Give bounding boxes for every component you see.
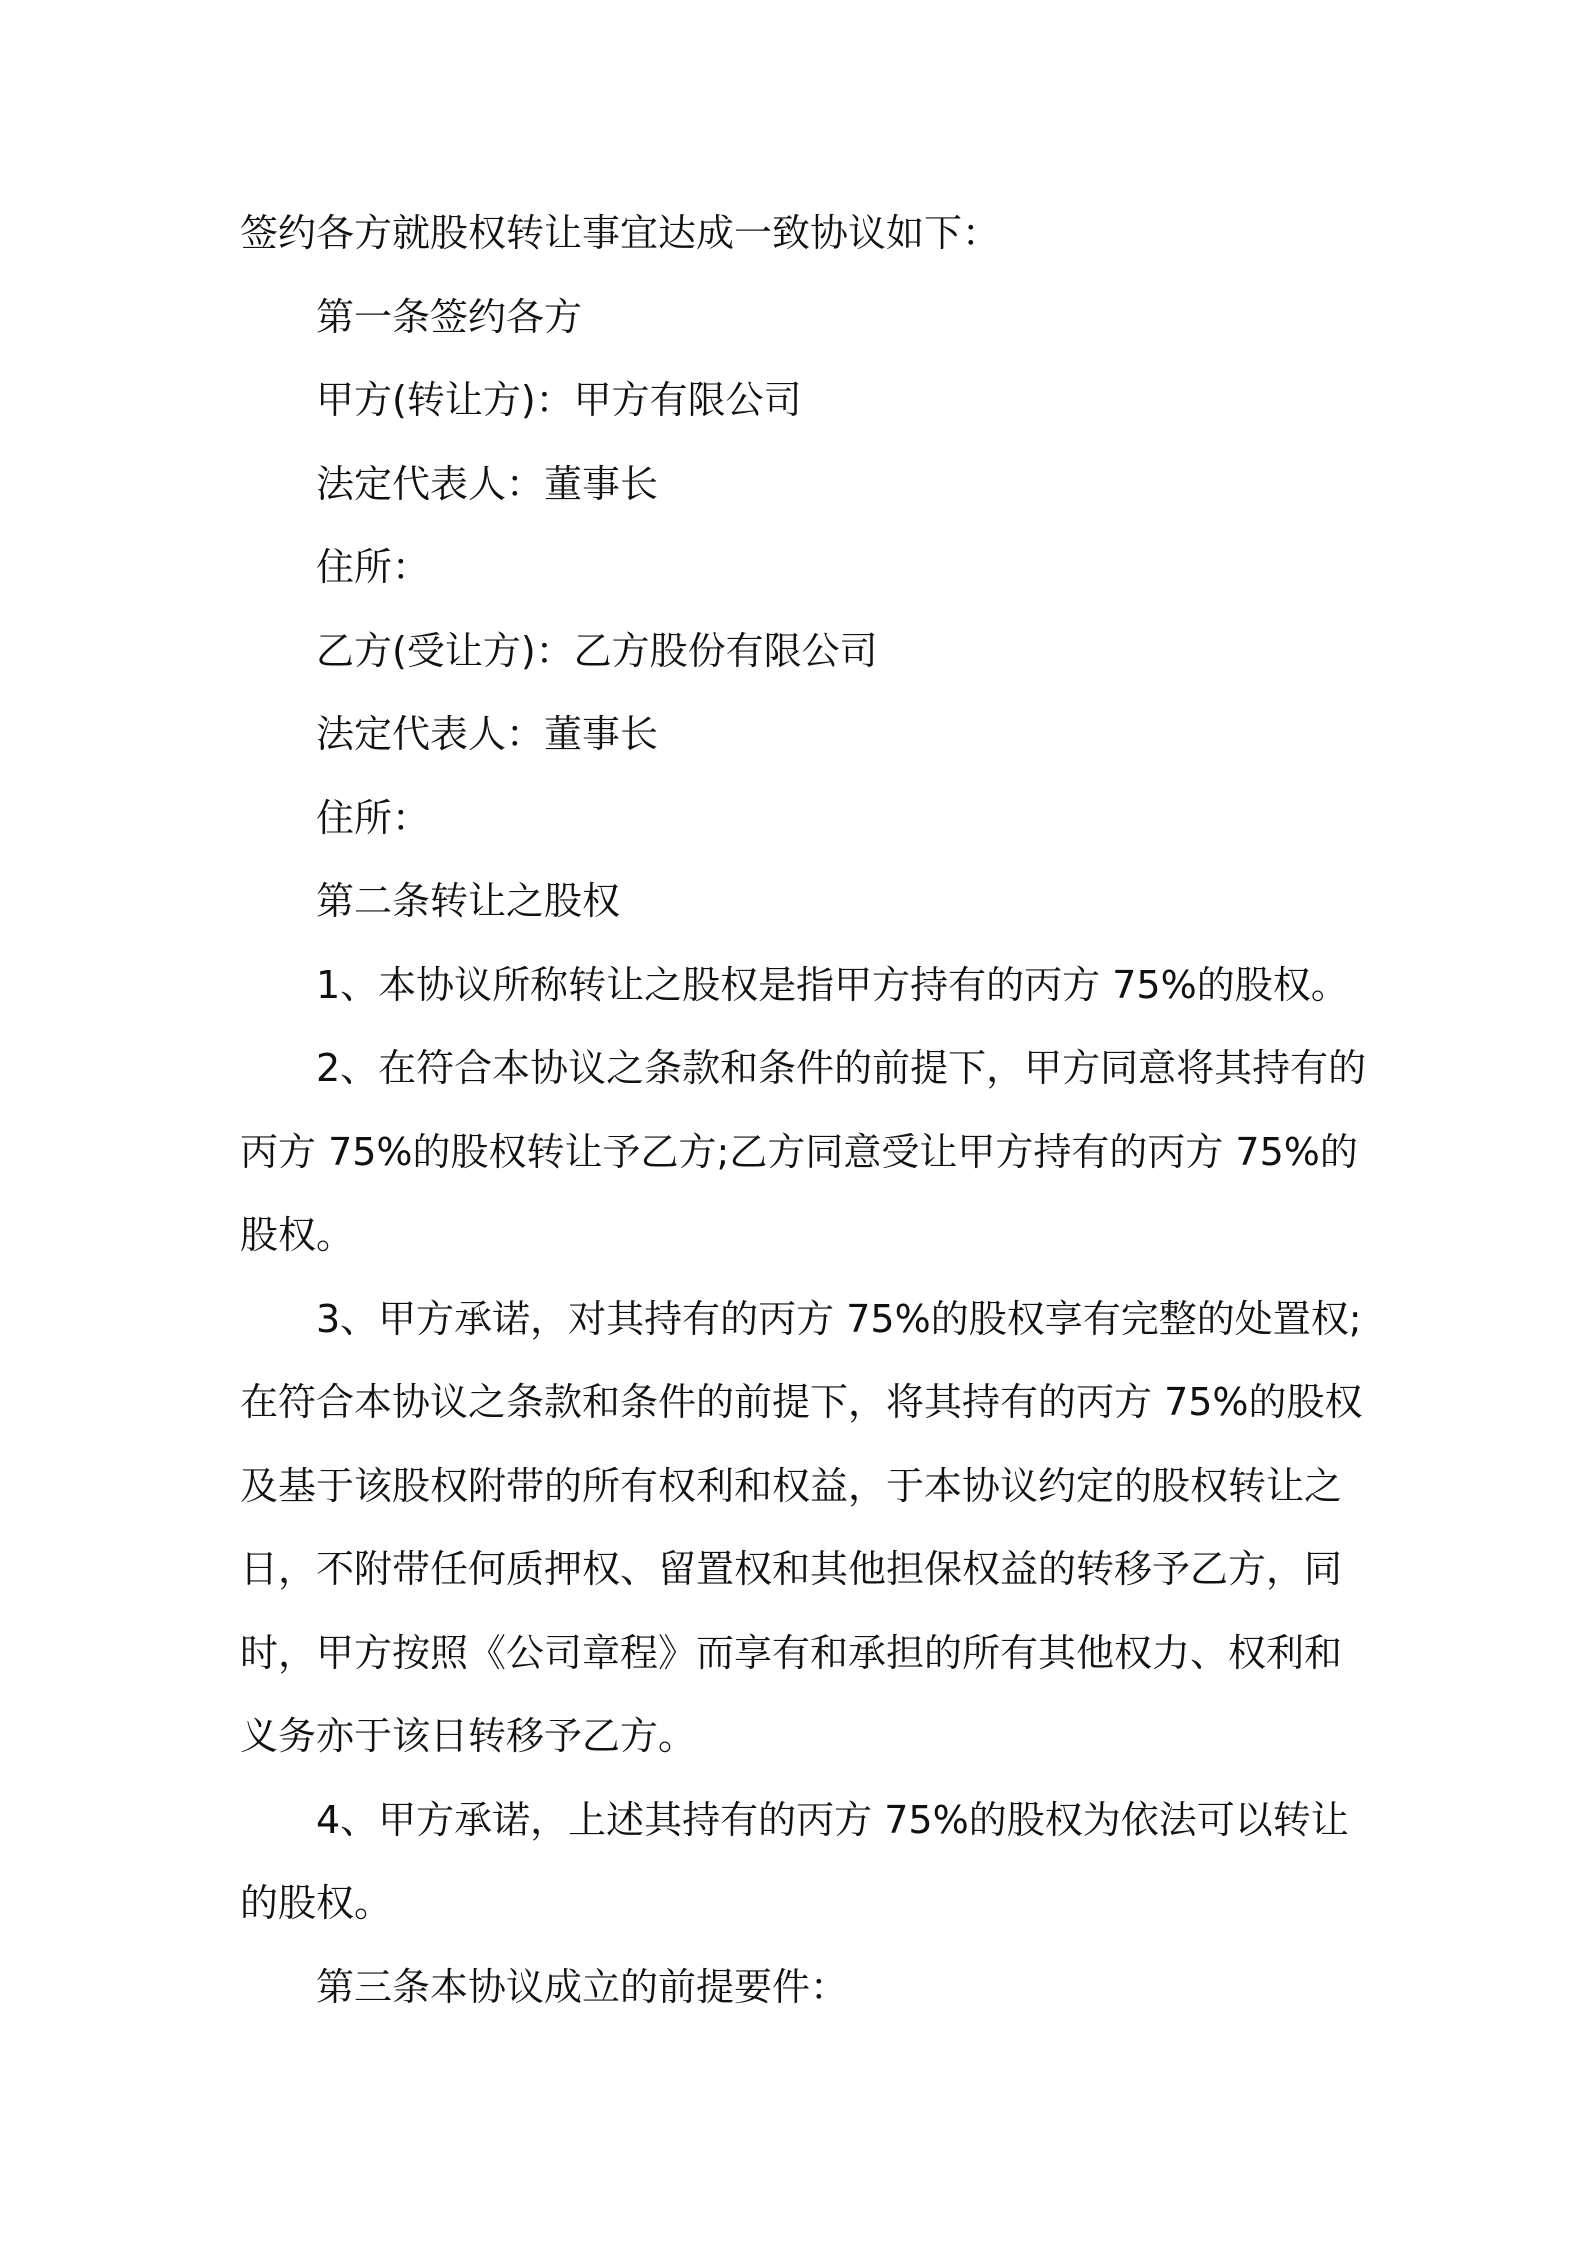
party-b-line: 乙方(受让方)：乙方股份有限公司 xyxy=(316,628,878,673)
party-b-address: 住所： xyxy=(316,795,431,840)
clause-2-1: 1、本协议所称转让之股权是指甲方持有的丙方 75%的股权。 xyxy=(316,962,1349,1007)
party-b-representative: 法定代表人：董事长 xyxy=(316,712,659,756)
intro-paragraph: 签约各方就股权转让事宜达成一致协议如下： xyxy=(240,211,1001,255)
clause-2-2: 2、在符合本协议之条款和条件的前提下，甲方同意将其持有的丙方 75%的股权转让予乙方;乙方同意受让甲方持有的丙方 75%的股权。 xyxy=(240,1046,1367,1257)
article-3-heading: 第三条本协议成立的前提要件： xyxy=(316,1964,849,2009)
party-a-representative: 法定代表人：董事长 xyxy=(316,461,659,506)
clause-2-4: 4、甲方承诺，上述其持有的丙方 75%的股权为依法可以转让的股权。 xyxy=(240,1797,1349,1925)
party-a-line: 甲方(转让方)：甲方有限公司 xyxy=(316,378,802,422)
document-body xyxy=(240,192,1370,2029)
clause-2-3: 3、甲方承诺，对其持有的丙方 75%的股权享有完整的处置权;在符合本协议之条款和条件的前提下，将其持有的丙方 75%的股权及基于该股权附带的所有权利和权益，于本协议约定的股权转让之日，不附带任何质押权、留置权和其他担保权益的转移予乙方，同时，甲方按照《公司章程》而享有和承担的所有其他权力、权利和义务亦于该日转移予乙方。 xyxy=(240,1296,1363,1758)
article-1-heading: 第一条签约各方 xyxy=(316,294,583,339)
article-2-heading: 第二条转让之股权 xyxy=(316,879,621,923)
party-a-address: 住所： xyxy=(316,545,431,589)
